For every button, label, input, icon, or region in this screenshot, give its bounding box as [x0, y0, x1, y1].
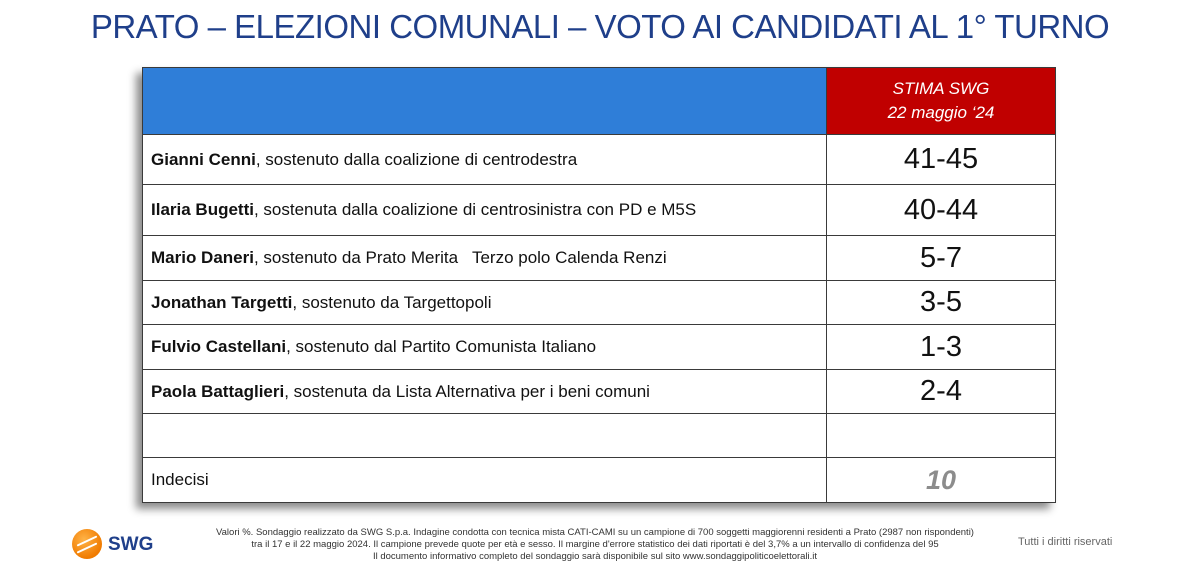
candidate-name: Ilaria Bugetti: [151, 200, 254, 219]
table-row: [142, 325, 1056, 370]
header-blank-cell: [142, 67, 827, 135]
note-line: Valori %. Sondaggio realizzato da SWG S.p.a. Indagine condotta con tecnica mista CATI-CAMI su un campione di 700 soggetti maggiorenni residenti a Prato (2987 non rispondenti): [216, 527, 974, 538]
table-header-row: [142, 67, 1056, 135]
page-title: PRATO – ELEZIONI COMUNALI – VOTO AI CANDIDATI AL 1° TURNO: [90, 8, 1110, 45]
candidate-name: Mario Daneri: [151, 248, 254, 267]
estimate-header-date: 22 maggio ‘24: [887, 103, 995, 122]
undecided-label: Indecisi: [142, 458, 827, 503]
table-row: [142, 135, 1056, 185]
candidate-cell: [142, 281, 827, 325]
estimate-value: 3-5: [827, 281, 1056, 325]
swg-globe-icon: [72, 529, 102, 559]
swg-logo-text: SWG: [108, 534, 154, 555]
candidate-cell: [142, 185, 827, 236]
estimate-value: 41-45: [827, 135, 1056, 185]
note-line: Il documento informativo completo del sondaggio sarà disponibile sul sito www.sondaggipoliticoelettorali.it: [372, 551, 818, 562]
estimate-header-title: STIMA SWG: [892, 79, 990, 98]
candidate-name: Jonathan Targetti: [151, 292, 293, 312]
note-line: tra il 17 e il 22 maggio 2024. Il campione prevede quote per età e sesso. Il margine d'errore statistico dei dati riportati è del 3,7% a un intervallo di confidenza del 95: [251, 539, 939, 550]
candidate-name: Paola Battaglieri: [151, 381, 285, 401]
rights-reserved: Tutti i diritti riservati: [1018, 536, 1113, 548]
candidate-cell: [142, 325, 827, 370]
swg-logo: [72, 527, 162, 563]
estimate-value: 5-7: [827, 236, 1056, 281]
empty-cell: [142, 414, 827, 458]
estimate-value: 40-44: [827, 185, 1056, 236]
estimate-header-cell: [827, 67, 1056, 135]
candidate-cell: [142, 370, 827, 414]
estimate-value: 1-3: [827, 325, 1056, 370]
candidate-support: , sostenuto da Targettopoli: [292, 292, 492, 312]
table-row: [142, 236, 1056, 281]
candidate-name: Fulvio Castellani: [151, 337, 287, 356]
results-table: [142, 67, 1056, 503]
candidate-support: , sostenuto da Prato Merita Terzo polo Calenda Renzi: [253, 248, 667, 267]
methodology-note: [180, 527, 1010, 563]
undecided-row: [142, 458, 1056, 503]
empty-cell: [827, 414, 1056, 458]
empty-row: [142, 414, 1056, 458]
candidate-support: , sostenuto dal Partito Comunista Italiano: [286, 337, 597, 356]
candidate-name: Gianni Cenni: [151, 149, 256, 169]
table-row: [142, 185, 1056, 236]
table-row: [142, 370, 1056, 414]
candidate-support: , sostenuta da Lista Alternativa per i beni comuni: [284, 381, 650, 401]
candidate-cell: [142, 135, 827, 185]
candidate-cell: [142, 236, 827, 281]
undecided-value: 10: [827, 458, 1056, 503]
candidate-support: , sostenuto dalla coalizione di centrodestra: [255, 149, 578, 169]
candidate-support: , sostenuta dalla coalizione di centrosinistra con PD e M5S: [253, 200, 697, 219]
table-row: [142, 281, 1056, 325]
estimate-value: 2-4: [827, 370, 1056, 414]
